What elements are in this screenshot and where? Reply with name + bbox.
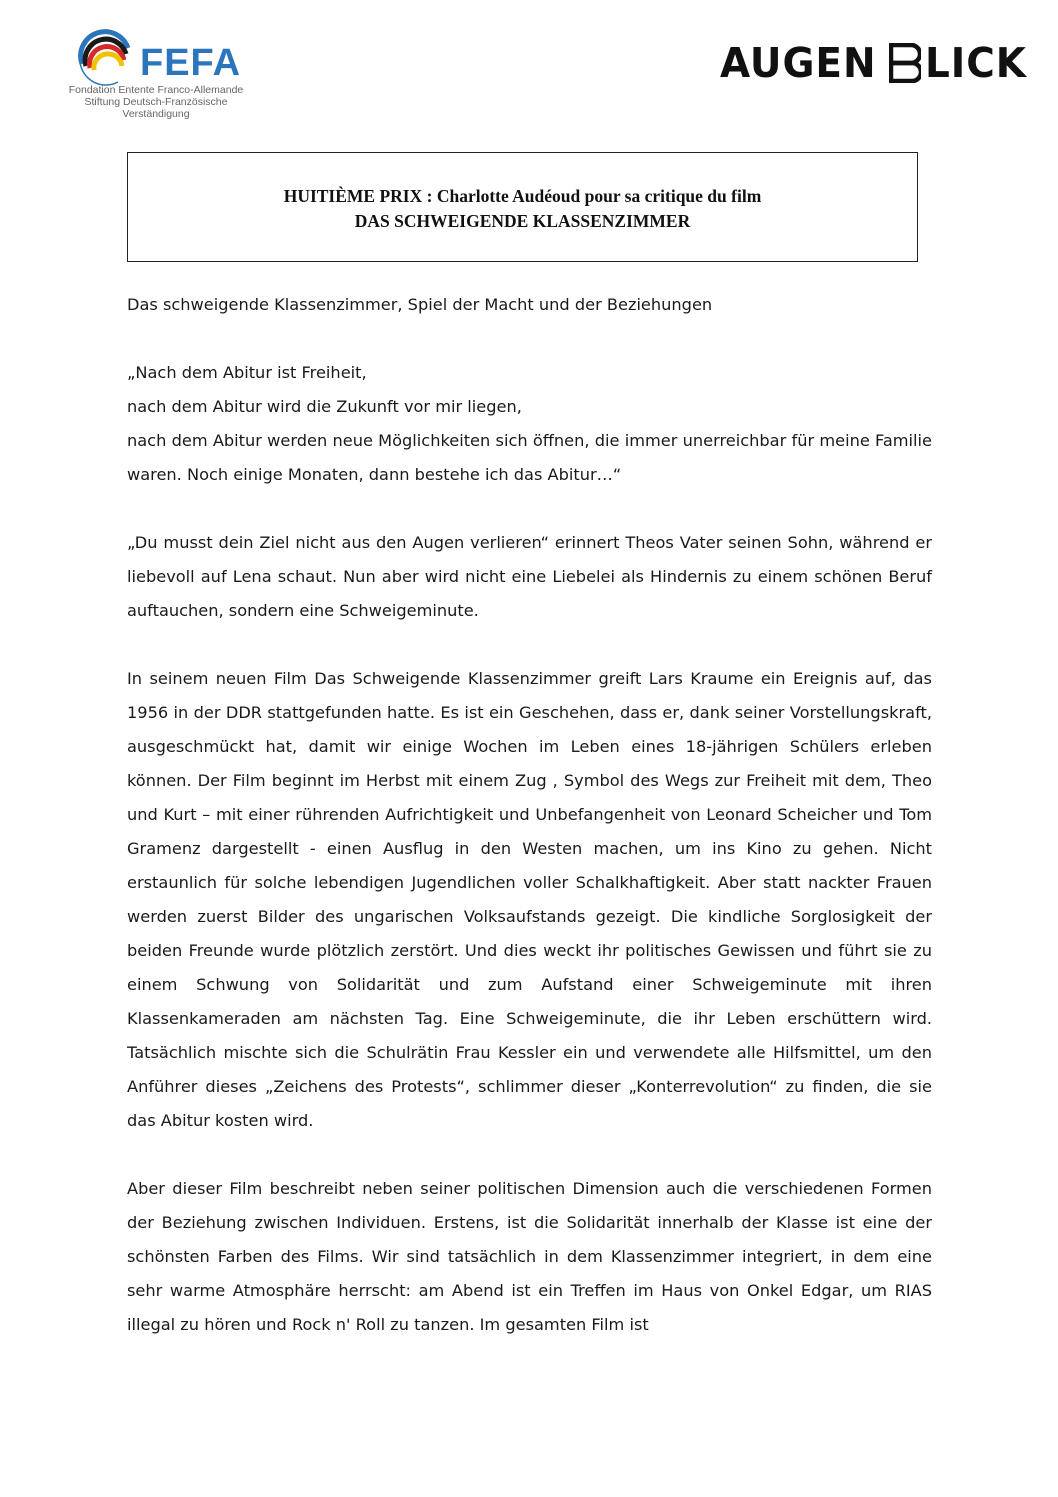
- augenblick-logo: [720, 40, 1032, 86]
- paragraph: Aber dieser Film beschreibt neben seiner politischen Dimension auch die verschiedenen Formen der Beziehung zwischen Individuen. Erstens, ist die Solidarität innerhalb der Klasse ist eine der schönsten Farben des Films. Wir sind tatsächlich in dem Klassenzimmer integriert, in dem eine sehr warme Atmosphäre herrscht: am Abend ist ein Treffen im Haus von Onkel Edgar, um RIAS illegal zu hören und Rock n' Roll zu tanzen. Im gesamten Film ist: [127, 1179, 932, 1334]
- fefa-name: FEFA: [140, 42, 242, 84]
- fefa-subtitle-fr: Fondation Entente Franco-Allemande: [68, 84, 244, 96]
- paragraph: „Du musst dein Ziel nicht aus den Augen verlieren“ erinnert Theos Vater seinen Sohn, während er liebevoll auf Lena schaut. Nun aber wird nicht eine Liebelei als Hindernis zu einem schönen Beruf auftauchen, sondern eine Schweigeminute.: [127, 533, 932, 620]
- poem-line: nach dem Abitur wird die Zukunft vor mir liegen,: [127, 397, 522, 416]
- paragraph: In seinem neuen Film Das Schweigende Klassenzimmer greift Lars Kraume ein Ereignis auf, das 1956 in der DDR stattgefunden hatte. Es ist ein Geschehen, dass er, dank seiner Vorstellungskraft, ausgeschmückt hat, damit wir einige Wochen im Leben eines 18-jährigen Schülers erleben können. Der Film beginnt im Herbst mit einem Zug , Symbol des Wegs zur Freiheit mit dem, Theo und Kurt – mit einer rührenden Aufrichtigkeit und Unbefangenheit von Leonard Scheicher und Tom Gramenz dargestellt - einen Ausflug in den Westen machen, um ins Kino zu gehen. Nicht erstaunlich für solche lebendigen Jugendlichen voller Schalkhaftigkeit. Aber statt nackter Frauen werden zuerst Bilder des ungarischen Volksaufstands gezeigt. Die kindliche Sorglosigkeit der beiden Freunde wurde plötzlich zerstört. Und dies weckt ihr politisches Gewissen und führt sie zu einem Schwung von Solidarität und zum Aufstand einer Schweigeminute mit ihren Klassenkameraden am nächsten Tag. Eine Schweigeminute, die ihr Leben erschüttern wird. Tatsächlich mischte sich die Schulrätin Frau Kessler ein und verwendete alle Hilfsmittel, um den Anführer dieses „Zeichens des Protests“, schlimmer dieser „Konterrevolution“ zu finden, die sie das Abitur kosten wird.: [127, 669, 932, 1130]
- poem-line: „Nach dem Abitur ist Freiheit,: [127, 363, 367, 382]
- fefa-subtitle-de: Stiftung Deutsch-Französische Verständigung: [84, 96, 228, 120]
- fefa-subtitle: [56, 84, 256, 120]
- augenblick-b-mark-icon: [889, 43, 921, 83]
- fefa-emblem-icon: [74, 26, 136, 88]
- film-title: DAS SCHWEIGENDE KLASSENZIMMER: [354, 211, 691, 231]
- award-title-box: [127, 152, 918, 262]
- poem-line: nach dem Abitur werden neue Möglichkeiten sich öffnen, die immer unerreichbar für meine Familie waren. Noch einige Monaten, dann bestehe ich das Abitur…“: [127, 431, 932, 484]
- fefa-logo: [56, 24, 256, 120]
- augenblick-logo-right: LICK: [924, 39, 1027, 87]
- review-body: [127, 288, 932, 1342]
- award-title: HUITIÈME PRIX : Charlotte Audéoud pour sa critique du film: [283, 186, 762, 206]
- review-heading: Das schweigende Klassenzimmer, Spiel der Macht und der Beziehungen: [127, 295, 713, 314]
- augenblick-logo-left: AUGEN: [720, 39, 877, 87]
